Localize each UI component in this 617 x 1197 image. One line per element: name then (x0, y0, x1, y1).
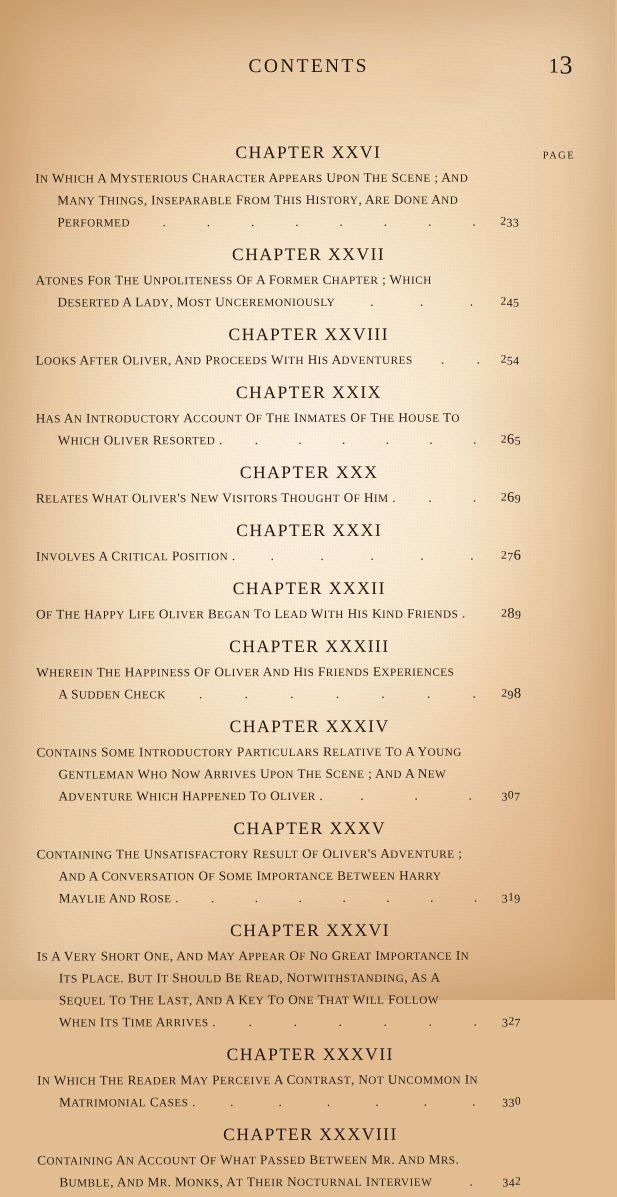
toc-entry-line-last (0, 213, 615, 236)
leader-dots: . . . . . (270, 547, 474, 564)
chapter-heading: CHAPTER XXXI (236, 519, 383, 541)
toc-entry-text: A SUDDEN CHECK (58, 686, 167, 702)
toc-entry-line (2, 991, 617, 1014)
toc-entry-line-last (2, 889, 617, 912)
leader-dots: . . . (360, 787, 473, 803)
toc-entry-line-last (1, 351, 616, 374)
toc-entry-text: MANY THINGS, INSEPARABLE FROM THIS HISTORY, ARE DONE AND (57, 191, 459, 208)
toc-entry-line (1, 743, 616, 766)
page-header (0, 50, 615, 82)
chapter-heading: CHAPTER XXXVIII (223, 1123, 398, 1145)
toc-page-number: 319 (501, 890, 521, 906)
chapter-heading: CHAPTER XXIX (235, 381, 382, 403)
page-column-label: PAGE (542, 150, 576, 162)
toc-entry-text: MAYLIE AND ROSE . (58, 890, 179, 906)
toc-entry-text: LOOKS AFTER OLIVER, AND PROCEEDS WITH HIS ADVENTURES (35, 351, 413, 368)
toc-entry-line (1, 409, 616, 432)
toc-entry-text: MATRIMONIAL CASES . (59, 1094, 196, 1110)
toc-entry-text: ATONES FOR THE UNPOLITENESS OF A FORMER CHAPTER ; WHICH (35, 271, 432, 288)
leader-dots: . . . . . . . . (162, 213, 476, 230)
toc-entry-text: AND A CONVERSATION OF SOME IMPORTANCE BETWEEN HARRY (58, 867, 442, 884)
leader-dots: . . . (370, 293, 474, 309)
toc-entry-text: ADVENTURE WHICH HAPPENED TO OLIVER . (58, 787, 324, 804)
toc-entry-text: ITS PLACE. BUT IT SHOULD BE READ, NOTWITHSTANDING, AS A (58, 969, 441, 986)
chapter-heading: CHAPTER XXXIV (229, 715, 390, 737)
toc-entry-text: IS A VERY SHORT ONE, AND MAY APPEAR OF NO GREAT IMPORTANCE IN (36, 947, 470, 964)
leader-dots: . . . . . . (230, 1093, 476, 1110)
toc-entry-line-last (1, 685, 616, 708)
leader-dots: . . (428, 489, 477, 505)
toc-page-number: 276 (501, 547, 522, 564)
page-title: CONTENTS (248, 55, 369, 78)
toc-page-number: 289 (501, 605, 522, 622)
toc-entry-line (2, 969, 617, 992)
toc-page-number: 265 (500, 431, 522, 448)
toc-entry-line (2, 1071, 617, 1094)
toc-entry-line (0, 169, 615, 192)
leader-dots: . . . . . . (248, 1013, 478, 1030)
chapter-heading: CHAPTER XXXVII (226, 1043, 394, 1065)
chapter-heading: CHAPTER XXXIII (229, 635, 390, 657)
toc-entry-line (2, 947, 617, 970)
toc-entry-text: CONTAINING THE UNSATISFACTORY RESULT OF OLIVER'S ADVENTURE ; (36, 845, 463, 862)
toc-entry-line-last (1, 431, 616, 454)
toc-entry-text: WHEREIN THE HAPPINESS OF OLIVER AND HIS FRIENDS EXPERIENCES (36, 663, 455, 680)
toc-entry-line-last (2, 1013, 617, 1036)
toc-page-number: 233 (500, 214, 520, 230)
toc-page-number: 254 (500, 352, 520, 368)
toc-entry-text: DESERTED A LADY, MOST UNCEREMONIOUSLY (57, 294, 336, 310)
toc-page-number: 342 (502, 1174, 522, 1190)
toc-entry-line (2, 1151, 617, 1174)
toc-entry-text: SEQUEL TO THE LAST, AND A KEY TO ONE THAT WILL FOLLOW (58, 991, 439, 1008)
toc-entry-text: OF THE HAPPY LIFE OLIVER BEGAN TO LEAD WITH HIS KIND FRIENDS . (36, 605, 466, 622)
chapter-heading: CHAPTER XXXV (233, 817, 387, 839)
toc-entry-text: PERFORMED (57, 214, 131, 230)
toc-entry-text: WHEN ITS TIME ARRIVES . (58, 1014, 216, 1030)
chapter-heading: CHAPTER XXXVI (230, 919, 391, 941)
leader-dots: . . (440, 351, 481, 367)
toc-page-number: 327 (501, 1014, 521, 1030)
toc-page-number: 307 (501, 788, 521, 804)
toc-page-number: 330 (502, 1094, 522, 1110)
toc-entry-text: RELATES WHAT OLIVER'S NEW VISITORS THOUGHT OF HIM . (35, 489, 396, 506)
toc-entry-line (2, 845, 617, 868)
toc-entry-line (0, 271, 615, 294)
chapter-heading: CHAPTER XXVII (232, 243, 386, 265)
toc-entry-line-last (1, 489, 616, 512)
toc-entry-line (2, 867, 617, 890)
toc-entry-line (0, 191, 615, 214)
leader-dots: . . . . . . . (198, 685, 477, 702)
leader-dots: . . . . . . . (210, 889, 478, 906)
toc-entry-text: BUMBLE, AND MR. MONKS, AT THEIR NOCTURNAL INTERVIEW (59, 1173, 433, 1190)
toc-entry-text: INVOLVES A CRITICAL POSITION . (36, 548, 236, 564)
toc-entry-text: HAS AN INTRODUCTORY ACCOUNT OF THE INMATES OF THE HOUSE TO (35, 409, 461, 426)
toc-entry-text: CONTAINING AN ACCOUNT OF WHAT PASSED BETWEEN MR. AND MRS. (37, 1151, 460, 1168)
chapter-heading: CHAPTER XXX (239, 461, 379, 483)
toc-entry-line-last (1, 547, 616, 570)
toc-entry-line-last (2, 1173, 617, 1196)
toc-entry-line-last (0, 293, 615, 316)
toc-entry-line-last (2, 787, 617, 810)
toc-entry-text: GENTLEMAN WHO NOW ARRIVES UPON THE SCENE ; AND A NEW (58, 765, 447, 782)
toc-entry-line-last (2, 1093, 617, 1116)
toc-entry-line (1, 765, 616, 788)
toc-page-number: 245 (500, 294, 520, 310)
toc-entry-text: WHICH OLIVER RESORTED . (57, 432, 223, 448)
toc-page-number: 269 (500, 489, 522, 506)
toc-entry-line (1, 663, 616, 686)
toc-entry-text: IN WHICH A MYSTERIOUS CHARACTER APPEARS UPON THE SCENE ; AND (35, 169, 469, 186)
chapter-heading: CHAPTER XXVI (235, 141, 382, 163)
folio-number: 13 (548, 50, 574, 80)
toc-entry-text: CONTAINS SOME INTRODUCTORY PARTICULARS RELATIVE TO A YOUNG (36, 743, 462, 760)
toc-page-number: 298 (501, 685, 522, 702)
leader-dots: . . . . . . (254, 431, 477, 448)
toc-entry-line-last (1, 605, 616, 628)
chapter-heading: CHAPTER XXVIII (228, 323, 390, 345)
chapter-heading: CHAPTER XXXII (232, 577, 386, 599)
leader-dots: . (469, 1173, 474, 1189)
toc-entry-text: IN WHICH THE READER MAY PERCEIVE A CONTRAST, NOT UNCOMMON IN (37, 1071, 479, 1088)
